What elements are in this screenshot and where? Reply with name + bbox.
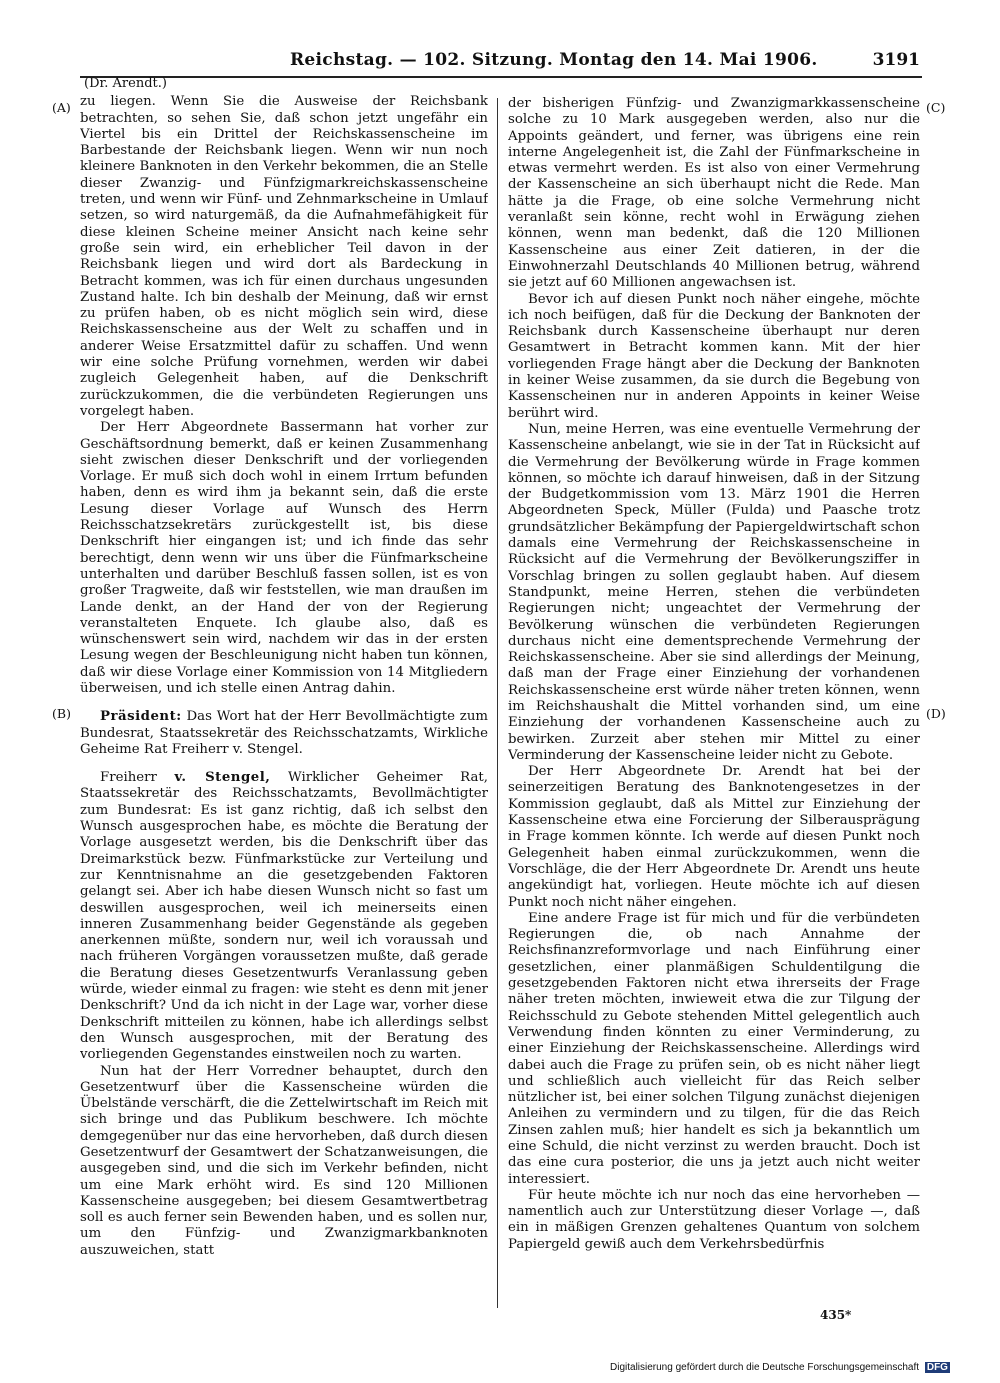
column-divider <box>497 98 498 1308</box>
stengel-speech <box>80 770 488 1063</box>
paragraph: der bisherigen Fünfzig- und Zwanzigmarkkassenscheine solche zu 10 Mark ausgegeben werden, also nur die Appoints geändert, und ferner, was übrigens eine rein interne Angelegenheit ist, die Zahl der Fünfmarkscheine in etwas vermehrt werden. Es ist also von einer Vermehrung der Kassenscheine an sich überhaupt nicht die Rede. Man hätte ja die Frage, ob eine solche Vermehrung nicht veranlaßt sein könne, recht wohl in Erwägung ziehen können, wenn man bedenkt, daß die 120 Millionen Kassenscheine aus einer Zeit datieren, in der die Einwohnerzahl Deutschlands 40 Millionen betrug, während sie jetzt auf 60 Millionen angewachsen ist. <box>508 96 920 291</box>
right-column <box>508 76 920 1306</box>
page-number: 3191 <box>872 50 920 70</box>
paragraph: Nun hat der Herr Vorredner behauptet, durch den Gesetzentwurf über die Kassenscheine würden die Übelstände verschärft, die die Zettelwirtschaft im Reich mit sich bringe und das Publikum beschwere. Ich möchte demgegenüber nur das eine hervorheben, daß durch diesen Gesetzentwurf der Gesamtwert der Schatzanweisungen, die ausgegeben sind, und die sich im Verkehr befinden, nicht um eine Mark erhöht wird. Es sind 120 Millionen Kassenscheine ausgegeben; bei diesem Gesamtwertbetrag soll es auch ferner sein Bewenden haben, und es sollen nur, um den Fünfzig- und Zwanzigmarkbanknoten auszuweichen, statt <box>80 1063 488 1258</box>
margin-marker-a: (A) <box>52 100 71 115</box>
signature-mark: 435* <box>820 1308 852 1322</box>
footer-text: Digitalisierung gefördert durch die Deutsche Forschungsgemeinschaft <box>610 1362 920 1373</box>
president-label: Präsident: <box>100 709 182 725</box>
paragraph: Nun, meine Herren, was eine eventuelle Vermehrung der Kassenscheine anbelangt, wie sie in der Tat in Rücksicht auf die Vermehrung der Bevölkerung würde in Frage kommen können, so möchte ich darauf hinweisen, daß in der Sitzung der Budgetkommission vom 13. März 1901 die Herren Abgeordneten Speck, Müller (Fulda) und Paasche trotz grundsätzlicher Bekämpfung der Papiergeldwirtschaft schon damals eine Vermehrung der Reichskassenscheine in Rücksicht auf die Vermehrung der Bevölkerungsziffer in Vorschlag bringen zu sollen geglaubt haben. Auf diesem Standpunkt, meine Herren, stehen die verbündeten Regierungen nicht; ungeachtet der Vermehrung der Bevölkerung wünschen die verbündeten Regierungen durchaus nicht eine dementsprechende Vermehrung der Reichskassenscheine. Aber sie sind allerdings der Meinung, daß man der Frage einer Einziehung der vorhandenen Reichskassenscheine erst würde näher treten können, wenn im Reichshaushalt die Mittel vorhanden sind, um eine Einziehung der vorhandenen Kassenscheine auch zu bewirken. Zurzeit aber stehen mir Mittel zu einer Verminderung der Kassenscheine leider nicht zu Gebote. <box>508 421 920 763</box>
paragraph: zu liegen. Wenn Sie die Ausweise der Reichsbank betrachten, so sehen Sie, daß schon jetzt ungefähr ein Viertel bis ein Drittel der Reichskassenscheine im Barbestande der Reichsbank liegen. Wenn wir nun noch kleinere Banknoten in den Verkehr bekommen, die an Stelle dieser Zwanzig- und Fünfzigmarkreichskassenscheine treten, und wenn wir Fünf- und Zehnmarkscheine in Umlauf setzen, so wird naturgemäß, da die Aufnahmefähigkeit für diese kleinen Scheine meiner Ansicht nach keine sehr große sein wird, ein erheblicher Teil davon in der Reichsbank liegen und wird dort als Bardeckung in Betracht kommen, was ich für einen durchaus ungesunden Zustand halte. Ich bin deshalb der Meinung, daß wir ernst zu prüfen haben, ob es nicht möglich sein wird, diese Reichskassenscheine aus der Welt zu schaffen und in anderer Weise Ersatzmittel dafür zu schaffen. Und wenn wir eine solche Prüfung vornehmen, werden wir dabei zugleich Gelegenheit haben, auf die Denkschrift zurückzukommen, die die verbündeten Regierungen uns vorgelegt haben. <box>80 94 488 419</box>
margin-marker-b: (B) <box>52 706 71 721</box>
stengel-text: Wirklicher Geheimer Rat, Staatssekretär des Reichsschatzamts, Bevollmächtigter zum Bundesrat: Es ist ganz richtig, daß ich selbst den Wunsch ausgesprochen habe, es möchte die Beratung der Vorlage ausgesetzt werden, bis die Denkschrift über das Dreimarkstück bezw. Fünfmarkstücke zur Verteilung und zur Kenntnisnahme an die gesetzgebenden Faktoren gelangt sei. Aber ich habe diesen Wunsch nicht so fast um deswillen ausgesprochen, weil ich meinerseits einen inneren Zusammenhang beider Gegenstände als gegeben anerkennen müßte, sondern nur, weil ich voraussah und nach früheren Vorgängen voraussetzen mußte, daß gerade die Beratung dieses Gesetzentwurfs Veranlassung geben würde, wieder einmal zu fragen: wie steht es denn mit jener Denkschrift? Und da ich nicht in der Lage war, vorher diese Denkschrift mitteilen zu können, habe ich allerdings selbst den Wunsch ausgesprochen, mit der Beratung des vorliegenden Gegenstandes einstweilen noch zu warten. <box>80 770 488 1063</box>
header-title: Reichstag. — 102. Sitzung. Montag den 14. Mai 1906. <box>290 50 818 70</box>
dfg-logo: DFG <box>926 1362 948 1373</box>
paragraph: Der Herr Abgeordnete Dr. Arendt hat bei der seinerzeitigen Beratung des Banknotengesetzes in der Kommission geglaubt, daß als Mittel zur Einziehung der Kassenscheine etwa eine Forcierung der Silberausprägung in Frage kommen könnte. Ich werde auf diesen Punkt noch Gelegenheit haben einmal zurückzukommen, wenn die Vorschläge, die der Herr Abgeordnete Dr. Arendt uns heute angekündigt hat, vorliegen. Heute möchte ich auf diesen Punkt noch nicht näher eingehen. <box>508 764 920 910</box>
stengel-name: v. Stengel, <box>174 770 271 786</box>
president-text: Das Wort hat der Herr Bevollmächtigte zum Bundesrat, Staatssekretär des Reichsschatzamts, Wirkliche Geheime Rat Freiherr v. Stengel. <box>80 709 488 757</box>
speaker-reference: (Dr. Arendt.) <box>84 76 167 91</box>
paragraph: Bevor ich auf diesen Punkt noch näher eingehe, möchte ich noch beifügen, daß für die Deckung der Banknoten der Reichsbank durch Kassenscheine überhaupt nur deren Gesamtwert in Betracht kommen kann. Mit der hier vorliegenden Frage hängt aber die Deckung der Banknoten in keiner Weise zusammen, da sie durch die Begebung von Kassenscheinen nur in anderen Appoints in keiner Weise berührt wird. <box>508 291 920 421</box>
paragraph: Für heute möchte ich nur noch das eine hervorheben — namentlich auch zur Unterstützung dieser Vorlage —, daß ein in mäßigen Grenzen gehaltenes Quantum von solchem Papiergeld gewiß auch dem Verkehrsbedürfnis <box>508 1187 920 1252</box>
footer <box>610 1362 950 1373</box>
left-column <box>80 76 488 1308</box>
paragraph: Der Herr Abgeordnete Bassermann hat vorher zur Geschäftsordnung bemerkt, daß er keinen Zusammenhang sieht zwischen dieser Denkschrift und der vorliegenden Vorlage. Er muß sich doch wohl in einem Irrtum befunden haben, denn es wird ihm ja bekannt sein, daß die erste Lesung dieser Vorlage auf Wunsch des Herrn Reichsschatzsekretärs zurückgestellt ist, bis diese Denkschrift hier eingangen ist; und ich finde das sehr berechtigt, denn wenn wir uns über die Fünfmarkscheine unterhalten und darüber Beschluß fassen sollen, ist es von großer Tragweite, daß wir feststellen, wie man draußen im Lande denkt, an der Hand der von der Regierung veranstalteten Enquete. Ich glaube also, daß es wünschenswert sein wird, nachdem wir das in der ersten Lesung wegen der Beschleunigung nicht haben tun können, daß wir diese Vorlage einer Kommission von 14 Mitgliedern überweisen, und ich stelle einen Antrag dahin. <box>80 420 488 696</box>
margin-marker-d: (D) <box>926 706 946 721</box>
president-speech <box>80 709 488 758</box>
page-header <box>80 50 922 78</box>
stengel-prefix: Freiherr <box>100 770 157 786</box>
paragraph: Eine andere Frage ist für mich und für die verbündeten Regierungen die, ob nach Annahme der Reichsfinanzreformvorlage und nach Einführung einer gesetzlichen, einer planmäßigen Schuldentilgung die gesetzgebenden Faktoren nicht etwa ihrerseits der Frage näher treten möchten, inwieweit etwa die zur Tilgung der Reichsschuld zu Gebote stehenden Mittel gelegentlich auch Verwendung finden könnten zu einer Verminderung, zu einer Einziehung der Reichskassenscheine. Allerdings wird dabei auch die Frage zu prüfen sein, ob es nicht näher liegt und schließlich auch vielleicht für das Reich selber nützlicher ist, bei einer solchen Tilgung zunächst diejenigen Anleihen zu vermindern und zu tilgen, für die das Reich Zinsen zahlen muß; hier handelt es sich ja bekanntlich um eine Schuld, die nicht verzinst zu werden braucht. Doch ist das eine cura posterior, die uns ja jetzt auch nicht weiter interessiert. <box>508 910 920 1187</box>
margin-marker-c: (C) <box>926 100 946 115</box>
